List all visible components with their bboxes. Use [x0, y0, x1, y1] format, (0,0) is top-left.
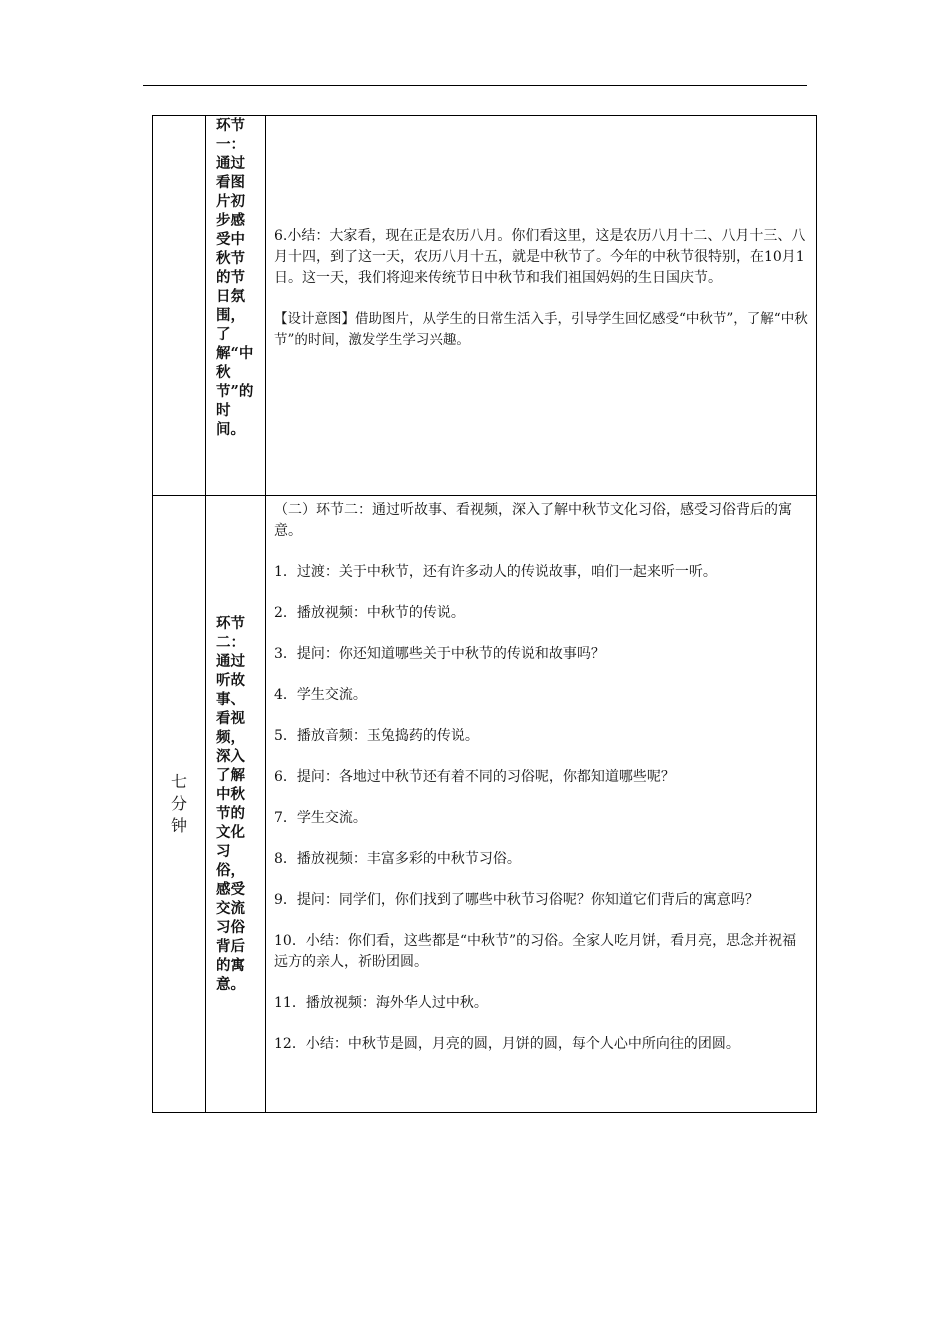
content-cell	[266, 496, 817, 1113]
step-item: 2．播放视频：中秋节的传说。	[274, 605, 465, 621]
lesson-plan-table	[152, 115, 817, 1113]
summary-paragraph: 6.小结：大家看，现在正是农历八月。你们看这里，这是农历八月十二、八月十三、八月十四，到了这一天，农历八月十五，就是中秋节了。今年的中秋节很特别，在10月1日。这一天，我们将迎来传统节日中秋节和我们祖国妈妈的生日国庆节。	[274, 228, 806, 286]
time-cell	[153, 496, 206, 1113]
step-item: 12．小结：中秋节是圆，月亮的圆，月饼的圆，每个人心中所向往的团圆。	[274, 1036, 740, 1052]
step-item: 1．过渡：关于中秋节，还有许多动人的传说故事，咱们一起来听一听。	[274, 564, 717, 580]
duration-label: 七分钟	[170, 772, 187, 835]
header-rule	[143, 85, 807, 86]
stage-cell	[206, 496, 266, 1113]
content-cell	[266, 116, 817, 496]
step-item: 3．提问：你还知道哪些关于中秋节的传说和故事吗？	[274, 646, 605, 662]
step-item: 4．学生交流。	[274, 687, 367, 703]
step-item: 7．学生交流。	[274, 810, 367, 826]
step-item: 6．提问：各地过中秋节还有着不同的习俗呢，你都知道哪些呢？	[274, 769, 675, 785]
stage-title: 环节一：通过看图片初步感受中秋节的节日氛围，了解“中秋节”的时间。	[216, 117, 254, 438]
step-item: 5．播放音频：玉兔捣药的传说。	[274, 728, 479, 744]
table-row	[153, 496, 817, 1113]
step-item: 10．小结：你们看，这些都是“中秋节”的习俗。全家人吃月饼，看月亮，思念并祝福远方的亲人，祈盼团圆。	[274, 933, 797, 970]
step-item: 8．播放视频：丰富多彩的中秋节习俗。	[274, 851, 521, 867]
stage-title: 环节二：通过听故事、看视频，深入了解中秋节的文化习俗，感受交流习俗背后的寓意。	[216, 615, 245, 993]
step-item: 11．播放视频：海外华人过中秋。	[274, 995, 488, 1011]
stage-cell	[206, 116, 266, 496]
table-row	[153, 116, 817, 496]
time-cell	[153, 116, 206, 496]
section-heading: （二）环节二：通过听故事、看视频，深入了解中秋节文化习俗，感受习俗背后的寓意。	[274, 502, 792, 539]
design-intent-paragraph: 【设计意图】借助图片，从学生的日常生活入手，引导学生回忆感受“中秋节”，了解“中秋节”的时间，激发学生学习兴趣。	[274, 311, 808, 348]
step-item: 9．提问：同学们，你们找到了哪些中秋节习俗呢？你知道它们背后的寓意吗？	[274, 892, 759, 908]
